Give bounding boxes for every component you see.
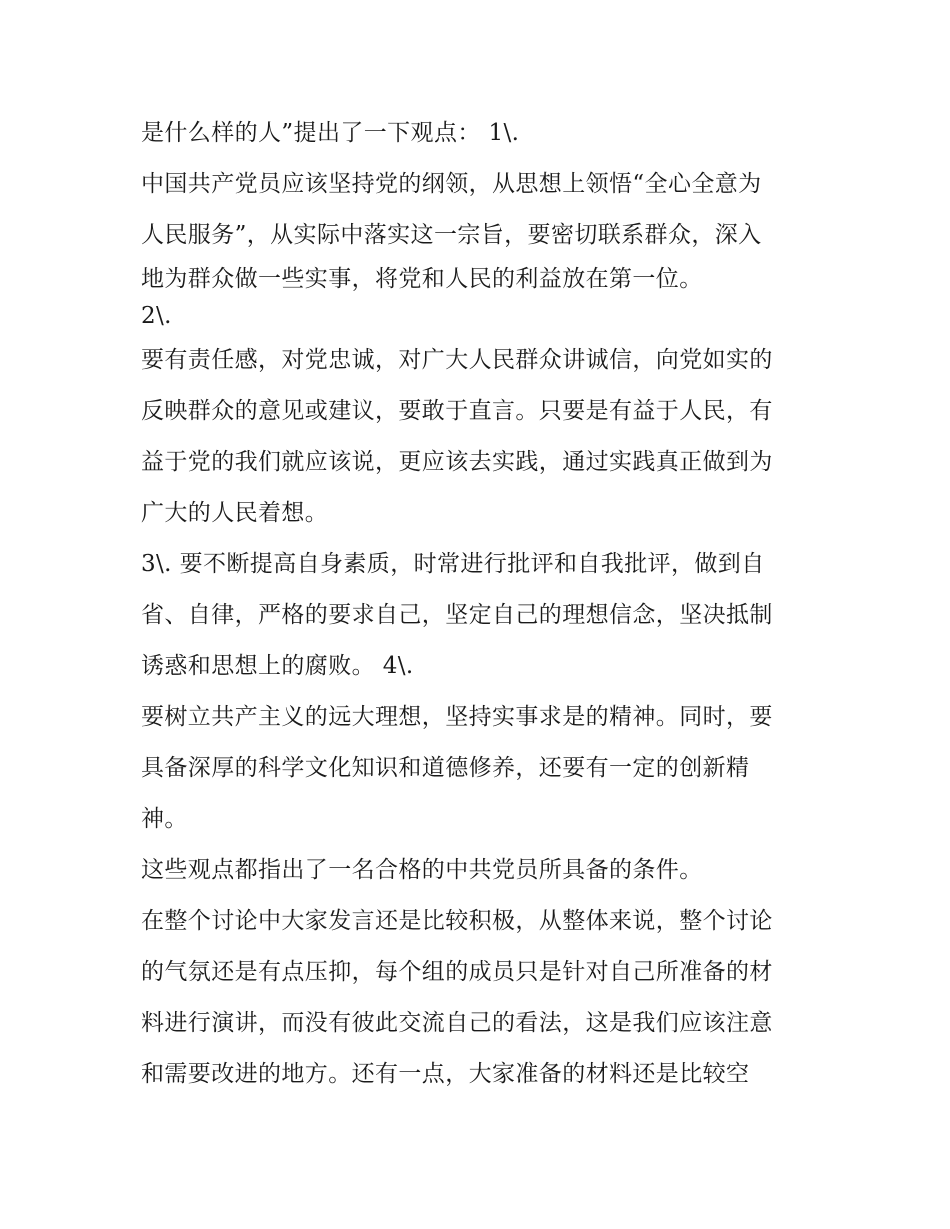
text-line: 和需要改进的地方。还有一点，大家准备的材料还是比较空 xyxy=(141,1061,750,1087)
text-line: 3\. 要不断提高自身素质，时常进行批评和自我批评，做到自 xyxy=(141,551,765,577)
text-line: 料进行演讲，而没有彼此交流自己的看法，这是我们应该注意 xyxy=(141,1010,773,1036)
text-line: 地为群众做一些实事，将党和人民的利益放在第一位。 xyxy=(141,266,703,292)
text-line: 要有责任感，对党忠诚，对广大人民群众讲诚信，向党如实的 xyxy=(141,347,773,373)
text-line: 神。 xyxy=(141,806,188,832)
text-line: 的气氛还是有点压抑，每个组的成员只是针对自己所准备的材 xyxy=(141,959,773,985)
text-line: 反映群众的意见或建议，要敢于直言。只要是有益于人民，有 xyxy=(141,398,773,424)
text-line: 中国共产党员应该坚持党的纲领，从思想上领悟“全心全意为 xyxy=(141,171,762,197)
text-line: 2\. xyxy=(141,303,172,329)
text-line: 要树立共产主义的远大理想，坚持实事求是的精神。同时，要 xyxy=(141,704,773,730)
text-line: 诱惑和思想上的腐败。 4\. xyxy=(141,653,414,679)
text-line: 具备深厚的科学文化知识和道德修养，还要有一定的创新精 xyxy=(141,755,750,781)
text-line: 益于党的我们就应该说，更应该去实践，通过实践真正做到为 xyxy=(141,449,773,475)
text-line: 人民服务”，从实际中落实这一宗旨，要密切联系群众，深入 xyxy=(141,222,762,248)
text-line: 是什么样的人”提出了一下观点： 1\. xyxy=(141,120,520,146)
text-line: 在整个讨论中大家发言还是比较积极，从整体来说，整个讨论 xyxy=(141,908,773,934)
document-body xyxy=(141,108,813,1100)
text-line: 省、自律，严格的要求自己，坚定自己的理想信念，坚决抵制 xyxy=(141,602,773,628)
text-line: 广大的人民着想。 xyxy=(141,500,329,526)
text-line: 这些观点都指出了一名合格的中共党员所具备的条件。 xyxy=(141,857,703,883)
